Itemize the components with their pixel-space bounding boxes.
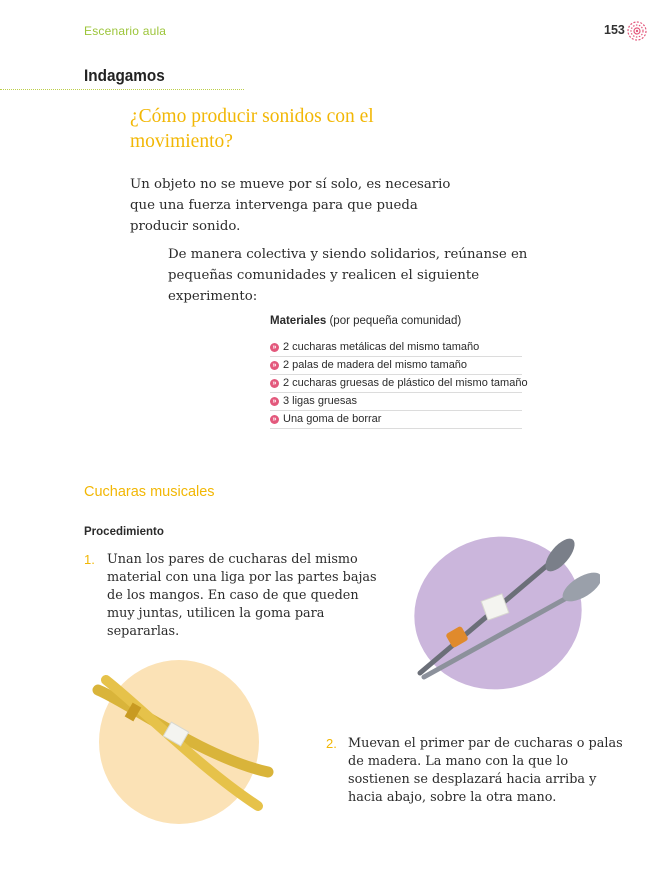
list-item (270, 357, 522, 375)
step-number: 1. (84, 552, 95, 567)
chevron-bullet-icon: » (270, 415, 279, 424)
wooden-sticks-photo (84, 650, 314, 830)
title-divider (0, 89, 244, 90)
material-label: 2 palas de madera del mismo tamaño (283, 359, 468, 371)
step-text: Unan los pares de cucharas del mismo material con una liga por las partes bajas de los mangos. En caso de que queden muy juntas, utilicen la goma para separarlas. (107, 552, 377, 639)
materials-heading (270, 315, 461, 327)
chevron-bullet-icon: » (270, 379, 279, 388)
question-title: ¿Cómo producir sonidos con el movimiento? (130, 106, 374, 152)
material-label: Una goma de borrar (283, 413, 382, 425)
procedure-heading: Procedimiento (84, 526, 164, 538)
intro-paragraph: Un objeto no se mueve por sí solo, es necesario que una fuerza intervenga para que pueda producir sonido. (130, 177, 451, 234)
list-item (270, 411, 522, 429)
step-text: Muevan el primer par de cucharas o palas de madera. La mano con la que lo sostienen se desplazará hacia arriba y hacia abajo, sobre la otra mano. (348, 736, 623, 805)
section-title: Indagamos (84, 66, 165, 85)
chevron-bullet-icon: » (270, 343, 279, 352)
materials-heading-label: Materiales (270, 315, 327, 327)
chevron-bullet-icon: » (270, 397, 279, 406)
section-label: Escenario aula (84, 24, 167, 38)
metal-spoons-photo (400, 525, 600, 705)
subsection-title: Cucharas musicales (84, 484, 215, 500)
list-item (270, 393, 522, 411)
material-label: 2 cucharas gruesas de plástico del mismo tamaño (283, 377, 528, 389)
chevron-bullet-icon: » (270, 361, 279, 370)
list-item (270, 375, 528, 393)
materials-heading-note: (por pequeña comunidad) (329, 315, 462, 327)
page-number: 153 (604, 23, 625, 37)
step-number: 2. (326, 736, 337, 751)
material-label: 3 ligas gruesas (283, 395, 357, 407)
materials-list (270, 339, 528, 429)
list-item (270, 339, 522, 357)
flower-ornament-icon (627, 21, 647, 41)
material-label: 2 cucharas metálicas del mismo tamaño (283, 341, 480, 353)
instruction-paragraph: De manera colectiva y siendo solidarios, reúnanse en pequeñas comunidades y realicen el siguiente experimento: (168, 247, 528, 304)
